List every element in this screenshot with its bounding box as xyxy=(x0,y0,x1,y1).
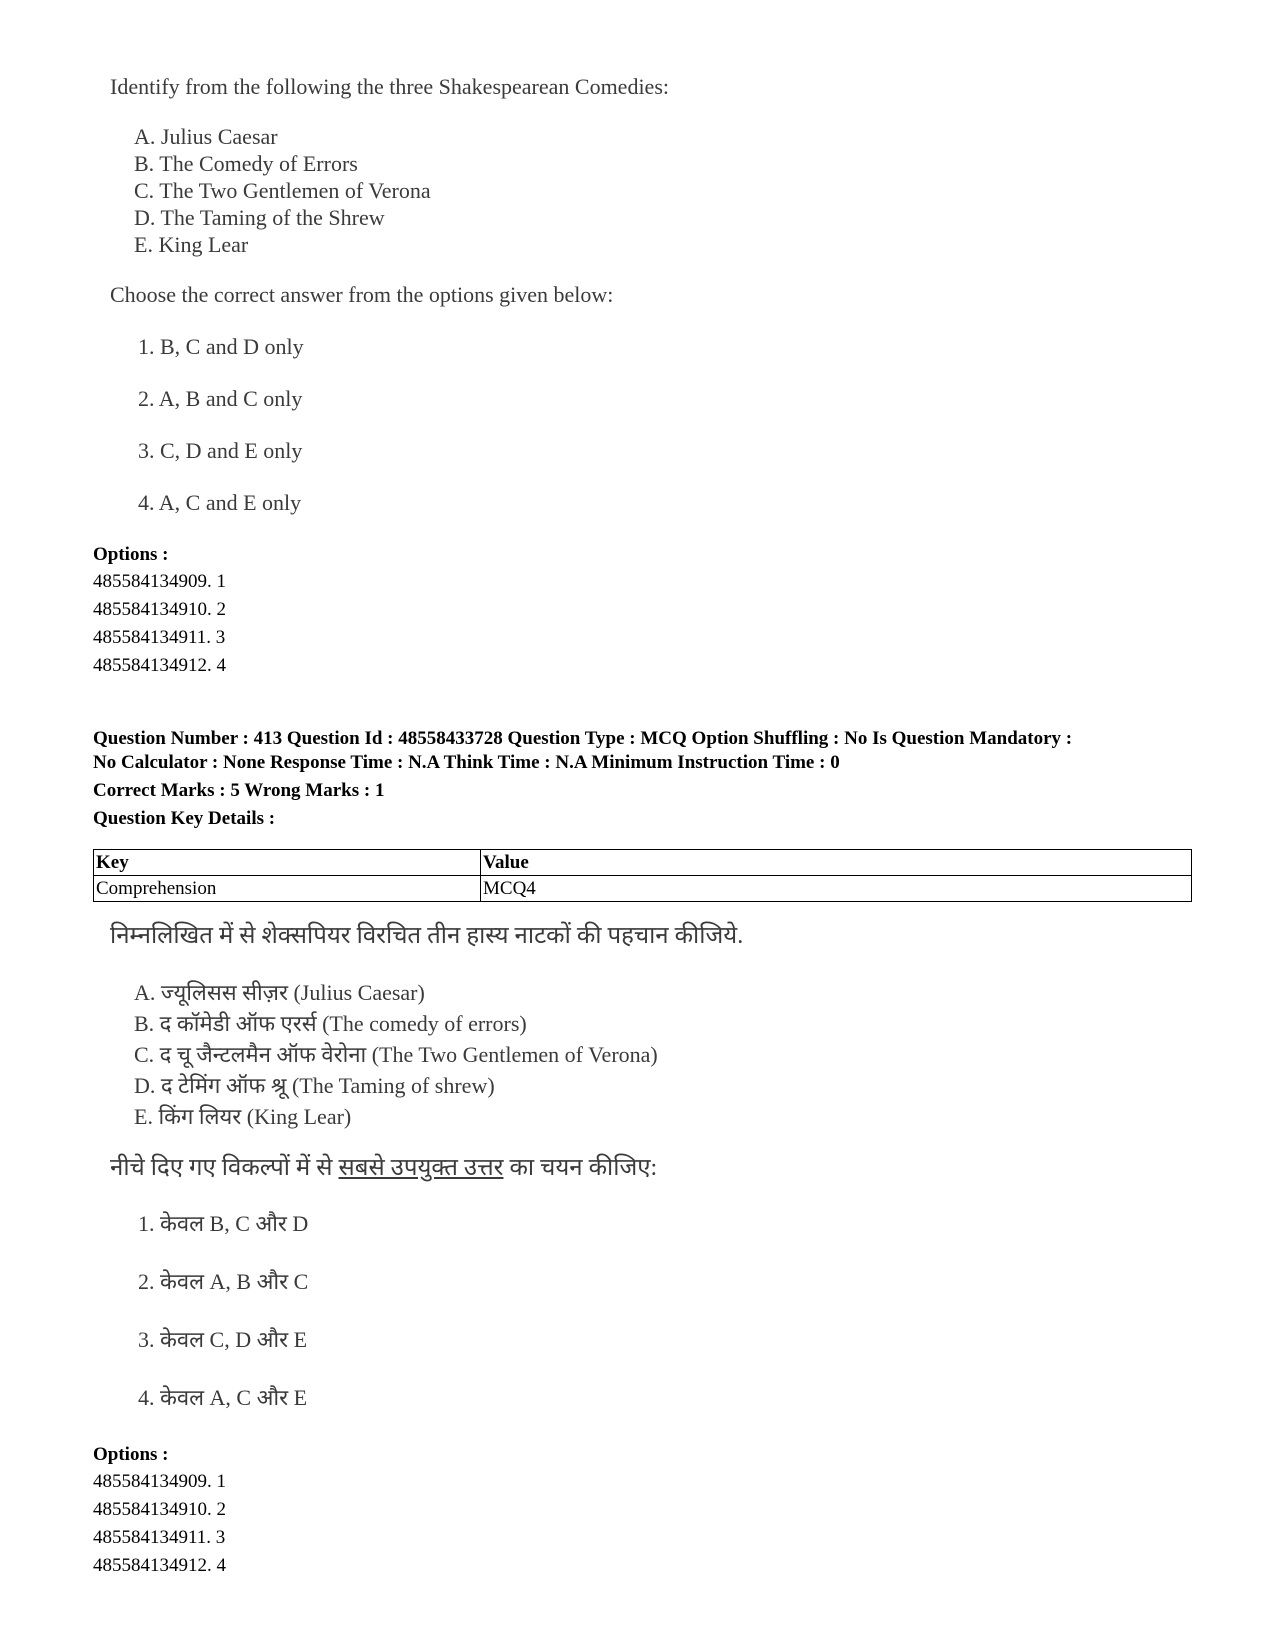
table-header: Value xyxy=(481,850,1192,876)
table-cell: MCQ4 xyxy=(481,876,1192,902)
marks-line: Correct Marks : 5 Wrong Marks : 1 xyxy=(93,780,385,801)
answer-choice: 4. केवल A, C और E xyxy=(138,1385,308,1410)
choose-text: नीचे दिए गए विकल्पों में से xyxy=(110,1155,339,1181)
key-details-table xyxy=(93,849,1192,902)
options-list xyxy=(93,568,226,680)
question-prompt-english: Identify from the following the three Shakespearean Comedies: xyxy=(110,74,669,99)
question-meta-line1: Question Number : 413 Question Id : 48558433728 Question Type : MCQ Option Shuffling : No Is Question Mandatory : xyxy=(93,728,1073,749)
table-cell: Comprehension xyxy=(94,876,481,902)
list-item: E. King Lear xyxy=(134,232,249,257)
table-header: Key xyxy=(94,850,481,876)
list-item: B. The Comedy of Errors xyxy=(134,151,358,176)
choose-instruction-hindi xyxy=(110,1150,657,1183)
option-id: 485584134912. 4 xyxy=(93,1555,226,1576)
option-id: 485584134911. 3 xyxy=(93,627,226,648)
option-id: 485584134910. 2 xyxy=(93,1499,226,1520)
key-details-heading: Question Key Details : xyxy=(93,808,276,829)
list-item: C. द चू जैन्टलमैन ऑफ वेरोना (The Two Gentlemen of Verona) xyxy=(134,1042,658,1067)
list-item: C. The Two Gentlemen of Verona xyxy=(134,178,431,203)
option-id: 485584134911. 3 xyxy=(93,1527,226,1548)
question-meta-line2: No Calculator : None Response Time : N.A Think Time : N.A Minimum Instruction Time : 0 xyxy=(93,752,840,773)
options-label: Options : xyxy=(93,1444,169,1465)
option-id: 485584134912. 4 xyxy=(93,655,226,676)
table-row xyxy=(94,876,1192,902)
choose-instruction-english: Choose the correct answer from the options given below: xyxy=(110,282,614,307)
options-label: Options : xyxy=(93,544,169,565)
table-header-row xyxy=(94,850,1192,876)
choose-text: का चयन कीजिए: xyxy=(503,1155,658,1181)
list-item: D. द टेमिंग ऑफ श्रू (The Taming of shrew) xyxy=(134,1073,495,1098)
option-id: 485584134909. 1 xyxy=(93,571,226,592)
list-item: A. ज्यूलिसस सीज़र (Julius Caesar) xyxy=(134,980,425,1005)
list-item: E. किंग लियर (King Lear) xyxy=(134,1104,352,1129)
answer-choice: 2. A, B and C only xyxy=(138,386,303,411)
choose-emphasis: सबसे उपयुक्त उत्तर xyxy=(338,1155,504,1181)
list-item: B. द कॉमेडी ऑफ एरर्स (The comedy of errors) xyxy=(134,1011,527,1036)
answer-choice: 4. A, C and E only xyxy=(138,490,302,515)
list-item: A. Julius Caesar xyxy=(134,124,278,149)
answer-choice: 2. केवल A, B और C xyxy=(138,1269,309,1294)
list-item: D. The Taming of the Shrew xyxy=(134,205,385,230)
answer-choice: 3. C, D and E only xyxy=(138,438,303,463)
option-id: 485584134909. 1 xyxy=(93,1471,226,1492)
answer-choice: 3. केवल C, D और E xyxy=(138,1327,308,1352)
options-list xyxy=(93,1468,226,1580)
option-id: 485584134910. 2 xyxy=(93,599,226,620)
question-prompt-hindi: निम्नलिखित में से शेक्सपियर विरचित तीन हास्य नाटकों की पहचान कीजिये. xyxy=(110,923,744,949)
answer-choice: 1. केवल B, C और D xyxy=(138,1211,309,1236)
answer-choice: 1. B, C and D only xyxy=(138,334,304,359)
